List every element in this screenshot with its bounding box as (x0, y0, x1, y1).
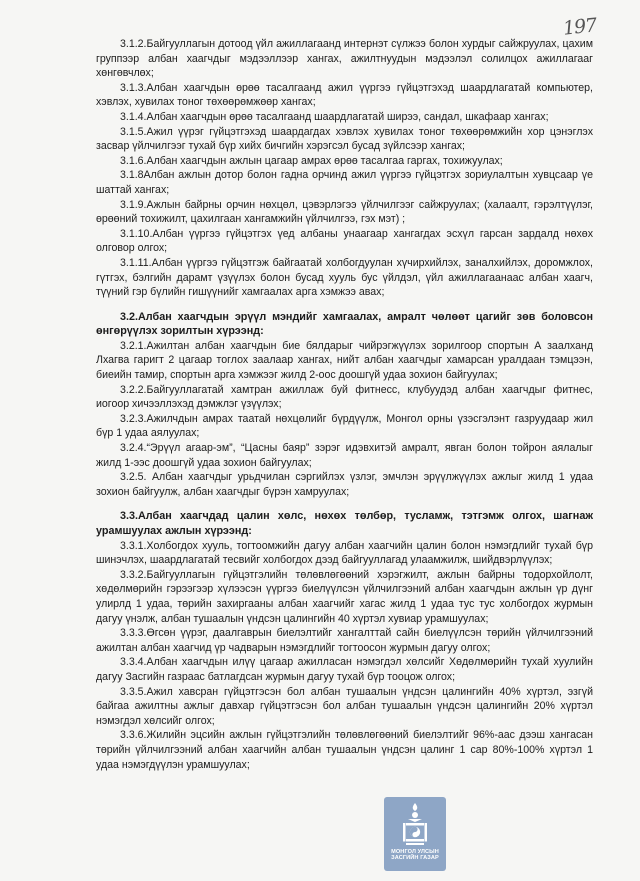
paragraph-3-3-5: 3.3.5.Ажил хавсран гүйцэтгэсэн бол албан тушаалын үндсэн цалингийн 40% хүртэл, эзгүй байгаа ажилтны ажлыг давхар гүйцэтгэсэн бол албан тушаалын үндсэн цалингийн 20% хүртэл нэмэгдэл хөлсийг олгох; (96, 685, 593, 727)
seal-line-2: ЗАСГИЙН ГАЗАР (391, 855, 439, 862)
paragraph-3-3-1: 3.3.1.Холбогдох хууль, тогтоомжийн дагуу албан хаагчийн цалин болон нэмэгдлийг тухай бүр шинэчлэх, шаардлагатай тесвийг холбогдох дээд байгууллагад улаамжилж, шийдвэрлүүлэх; (96, 539, 593, 567)
document-body (96, 37, 593, 772)
paragraph-3-1-3: 3.1.3.Албан хаагчдын өрөө тасалгаанд ажил үүргээ гүйцэтгэхэд шаардлагатай компьютер, хэвлэх, хувилах тоног төхөөрөмжөөр хангах; (96, 81, 593, 109)
paragraph-3-1-5: 3.1.5.Ажил үүрэг гүйцэтгэхэд шаардагдах хэвлэх хувилах тоног төхөөрөмжийн хор цэнэглэх засвар үйлчилгээг тухай бүр хийх бичгийн хэрэгсэл бусад зүйлсээр хангах; (96, 125, 593, 153)
seal-line-1: МОНГОЛ УЛСЫН (391, 849, 439, 855)
paragraph-3-1-9: 3.1.9.Ажлын байрны орчин нөхцөл, цэвэрлэгээ үйлчилгээг сайжруулах; (халаалт, гэрэлтүүлэг, өрөөний тохижилт, цахилгаан хангамжийн үйлчилгээ, гэх мэт) ; (96, 198, 593, 226)
soyombo-emblem-icon (395, 801, 435, 847)
seal-caption (391, 849, 439, 862)
paragraph-3-1-11: 3.1.11.Албан үүргээ гүйцэтгэж байгаатай холбогдуулан хүчирхийлэх, заналхийлэх, доромжлох, гүтгэх, бэлгийн дарамт үзүүлэх болон бусад хууль бус үйлдэл, үйл ажиллагаанаас албан хаагч, түүний гэр бүлийн гишүүнийг хамгаалах арга хэмжээ авах; (96, 256, 593, 299)
paragraph-3-2-5: 3.2.5. Албан хаагчдыг урьдчилан сэргийлэх үзлэг, эмчлэн эрүүлжүүлэх ажлыг жилд 1 удаа зохион байгуулж, албан хаагчдыг бүрэн хамруулах; (96, 471, 593, 498)
paragraph-3-2-4: 3.2.4.“Эрүүл агаар-эм”, “Цасны баяр” зэрэг идэвхитэй амралт, явган болон тойрон аялалыг жилд 1-ээс доошгүй удаа зохион байгуулах; (96, 442, 593, 469)
paragraph-3-2-3: 3.2.3.Ажилчдын амрах таатай нөхцөлийг бүрдүүлж, Монгол орны үзэсгэлэнт газруудаар жил бүр 1 удаа аялуулах; (96, 412, 593, 440)
paragraph-3-2-2: 3.2.2.Байгууллагатай хамтран ажиллаж буй фитнесс, клубуудэд албан хаагчдыг фитнес, иогоор хичээллэхэд дэмжлэг үзүүлэх; (96, 383, 593, 411)
paragraph-3-1-10: 3.1.10.Албан үүргээ гүйцэтгэх үед албаны унаагаар хангагдах эсхүл гарсан зардалд нөхөх олговор олгох; (96, 227, 593, 255)
paragraph-3-3-2: 3.3.2.Байгууллагын гүйцэтгэлийн төлөвлөгөөний хэрэгжилт, ажлын байрны тодорхойлолт, хөдөлмөрийн гэрээгээр хүлээсэн үүргээ биелүүлсэн үйлчилгээний албан хаагчдын ажлын үр дүнг улирлд 1 удаа, төрийн захиргааны албан хаагчийг хагас жилд 1 удаа тус тус холбогдох журмын дагуу үнэлж, албан тушаалын үндсэн цалингийн 40 хүртэл хувиар урамшуулах; (96, 568, 593, 625)
paragraph-3-2-1: 3.2.1.Ажилтан албан хаагчдын бие бялдарыг чийрэгжүүлэх зорилгоор спортын А заалханд Лхагва гаригт 2 цагаар тоглох заалаар хангах, нийт албан хаагчдыг хамарсан уралдаан тэмцээн, биеийн тамир, спортын арга хэмжээг жилд 2-оос доошгүй удаа зохион байгуулах; (96, 339, 593, 382)
paragraph-3-1-8: 3.1.8Албан ажлын дотор болон гадна орчинд ажил үүргээ гүйцэтгэх зориулалтын хувцсаар үе шаттай хангах; (96, 169, 593, 196)
section-heading-3-3: 3.3.Албан хаагчдад цалин хөлс, нөхөх төлбөр, тусламж, тэтгэмж олгох, шагнаж урамшуулах ажлын хүрээнд: (96, 510, 593, 537)
handwritten-page-number: 197 (561, 14, 598, 40)
government-seal-logo (384, 797, 446, 871)
paragraph-3-3-3: 3.3.3.Өгсөн үүрэг, даалгаврын биелэлтийг хангалттай сайн биелүүлсэн төрийн үйлчилгээний ажилтан албан хаагчид үр чадварын нэмэгдлийг тогтоосон журмын дагуу олгох; (96, 627, 593, 654)
paragraph-3-1-4: 3.1.4.Албан хаагчдын өрөө тасалгаанд шаардлагатай ширээ, сандал, шкафаар хангах; (120, 110, 549, 123)
paragraph-3-1-6: 3.1.6.Албан хаагчдын ажлын цагаар амрах өрөө тасалгаа гаргах, тохижуулах; (120, 154, 503, 167)
paragraph-3-3-4: 3.3.4.Албан хаагчдын илүү цагаар ажилласан нэмэгдэл хөлсийг Хөдөлмөрийн тухай хуулийн дагуу Засгийн газраас батлагдсан журмын дагуу тухай бүр тооцож олгох; (96, 656, 593, 683)
paragraph-3-1-2: 3.1.2.Байгууллагын дотоод үйл ажиллагаанд интернэт сүлжээ болон хурдыг сайжруулах, цахим группээр албан хаагчдыг мэдээллээр хангах, ажилтнуудын мэдээлэл солилцох ажиллагааг хөнгөвчлөх; (96, 38, 593, 80)
paragraph-3-3-6: 3.3.6.Жилийн эцсийн ажлын гүйцэтгэлийн төлөвлөгөөний биелэлтийг 96%-аас дээш хангасан төрийн үйлчилгээний албан хаагчийн албан тушаалын үндсэн цалинг 1 сар 80%-100% хүртэл 1 удаа нэмэгдүүлэн урамшуулах; (96, 729, 593, 771)
section-heading-3-2: 3.2.Албан хаагчдын эрүүл мэндийг хамгаалах, амралт чөлөөт цагийг зөв боловсон өнгөрүүлэх зорилтын хүрээнд: (96, 310, 593, 338)
